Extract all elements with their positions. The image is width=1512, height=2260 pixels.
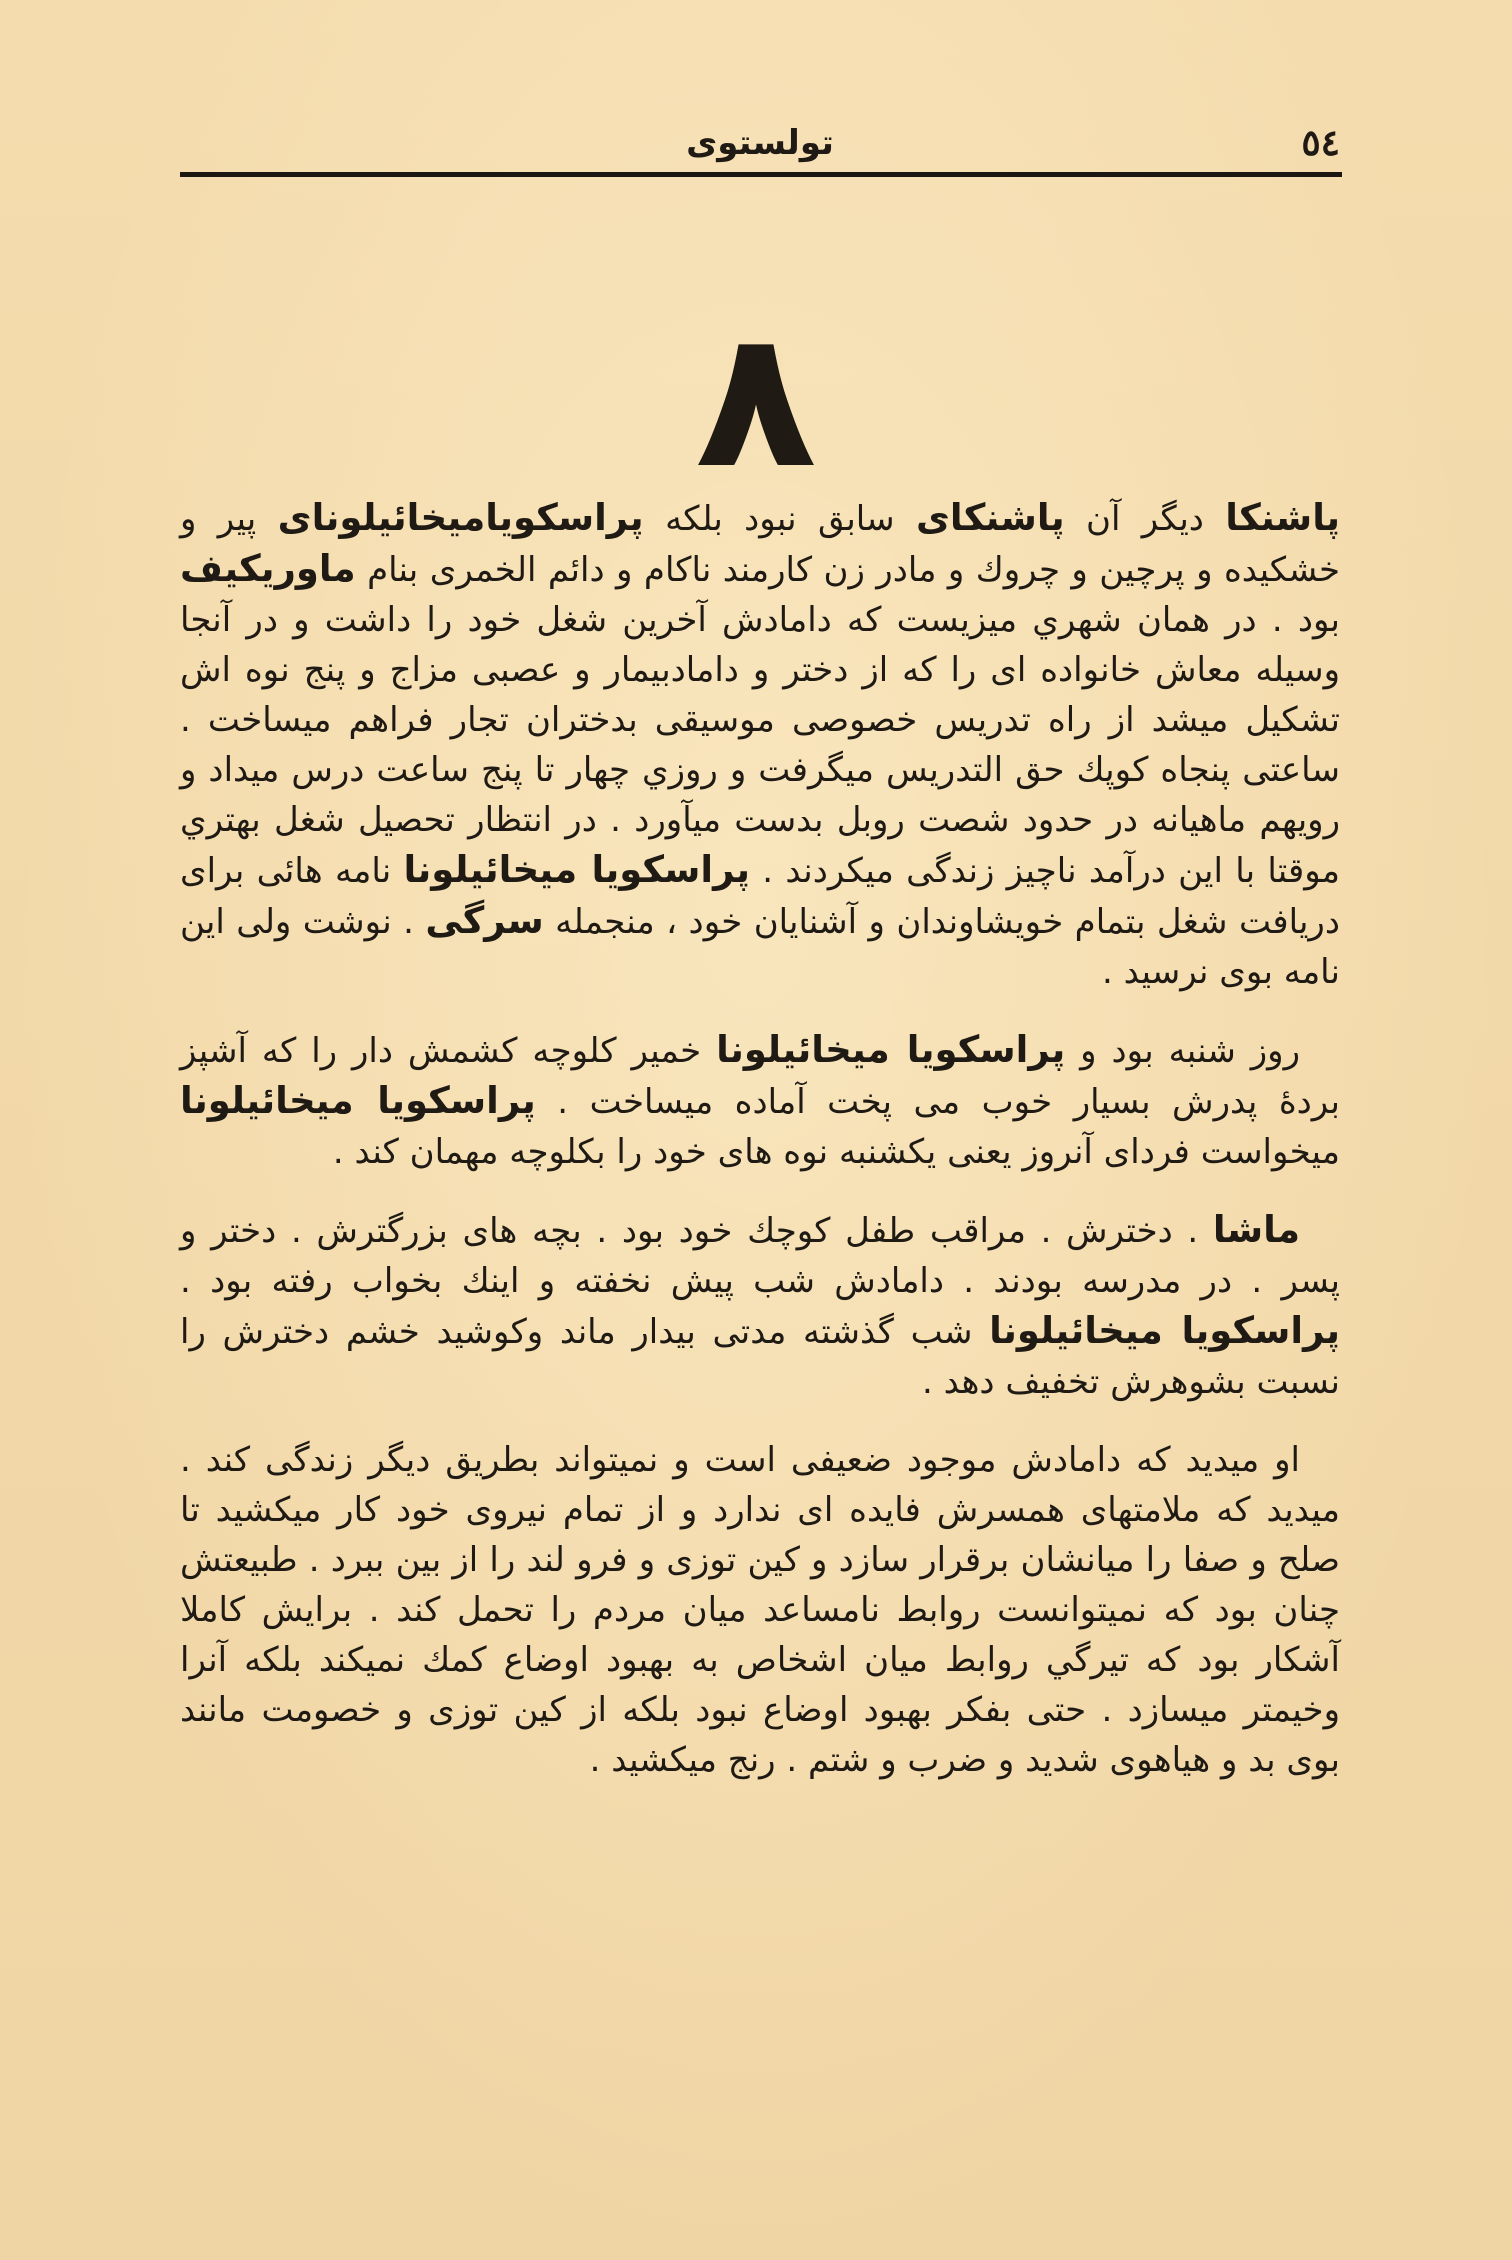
- paragraph-text: روز شنبه بود و: [1065, 1031, 1300, 1071]
- chapter-number: ۸: [695, 289, 817, 510]
- paragraph-1: [180, 493, 1340, 997]
- paragraph-text: . دخترش . مراقب طفل کوچك خود بود . بچه های بزرگترش . دختر و پسر . در مدرسه بودند . دامادش شب پیش نخفته و اینك بخواب رفته بود .: [180, 1211, 1340, 1301]
- paragraph-text: او میدید که دامادش موجود ضعیفی است و نمیتواند بطریق دیگر زندگی کند . میدید که ملامتهای همسرش فایده ای ندارد و از تمام نیروی خود کار میکشید تا صلح و صفا را میانشان برقرار سازد و کین توزی و فرو لند را از بین ببرد . طبیعتش چنان بود که نمیتوانست روابط نامساعد میان مردم را تحمل کند . برایش کاملا آشکار بود که تیرگي روابط میان اشخاص به بهبود اوضاع کمك نمیکند بلکه آنرا وخیمتر میسازد . حتی بفکر بهبود اوضاع نبود بلکه از کین توزی و خصومت مانند بوی بد و هیاهوی شدید و ضرب و شتم . رنج میکشید .: [180, 1440, 1340, 1780]
- character-name: ماوریکیف: [180, 547, 356, 590]
- character-name: پراسکویا میخائیلونا: [989, 1309, 1340, 1352]
- paragraph-text: میخواست فردای آنروز یعنی یکشنبه نوه های خود را بکلوچه مهمان کند .: [332, 1132, 1340, 1172]
- paragraph-2: [180, 1025, 1340, 1177]
- character-name: پاشنکا: [1225, 496, 1340, 539]
- page-number: ٥٤: [1301, 122, 1340, 164]
- header-rule: [180, 172, 1342, 177]
- paragraph-text: دیگر آن: [1064, 499, 1226, 539]
- paragraph-text: پیر و خشکیده و پرچین و چروك و مادر زن کارمند ناکام و دائم الخمری بنام: [180, 499, 1340, 590]
- paragraph-text: . نوشت ولی این نامه بوی نرسید .: [180, 902, 1340, 992]
- character-name: پراسکویامیخائیلونای: [277, 496, 644, 539]
- page-header: [180, 118, 1340, 178]
- body-text: [180, 493, 1340, 1791]
- character-name: پراسکویا میخائیلونا: [716, 1028, 1066, 1071]
- character-name: پاشنکای: [916, 496, 1065, 539]
- character-name: پراسکویا میخائیلونا: [180, 1079, 536, 1122]
- paragraph-text: خمیر کلوچه کشمش دار را که آشپز بردهٔ پدرش بسیار خوب می پخت آماده میساخت .: [180, 1031, 1340, 1122]
- character-name: پراسکویا میخائیلونا: [403, 848, 750, 891]
- paragraph-text: سابق نبود بلکه: [643, 499, 917, 539]
- character-name: سرگی: [425, 899, 544, 942]
- paragraph-text: بود . در همان شهري میزیست که دامادش آخرین شغل خود را داشت و در آنجا وسیله معاش خانواده ای را که از دختر و دامادبیمار و عصبی مزاج و پنج نوه اش تشکیل میشد از راه تدریس خصوصی موسیقی بدختران تجار فراهم میساخت . ساعتی پنجاه کوپك حق التدریس میگرفت و روزي چهار تا پنج ساعت درس میداد و رویهم ماهیانه در حدود شصت روبل بدست میآورد . در انتظار تحصیل شغل بهتري موقتا با این درآمد ناچیز زندگی میکردند .: [180, 600, 1340, 891]
- character-name: ماشا: [1212, 1208, 1300, 1251]
- paragraph-4: [180, 1435, 1340, 1785]
- paragraph-text: شب گذشته مدتی بیدار ماند وکوشید خشم دخترش را نسبت بشوهرش تخفیف دهد .: [180, 1312, 1340, 1402]
- paragraph-text: نامه هائی برای دریافت شغل بتمام خویشاوندان و آشنایان خود ، منجمله: [180, 851, 1340, 942]
- running-title: تولستوی: [686, 123, 834, 163]
- paragraph-3: [180, 1205, 1340, 1407]
